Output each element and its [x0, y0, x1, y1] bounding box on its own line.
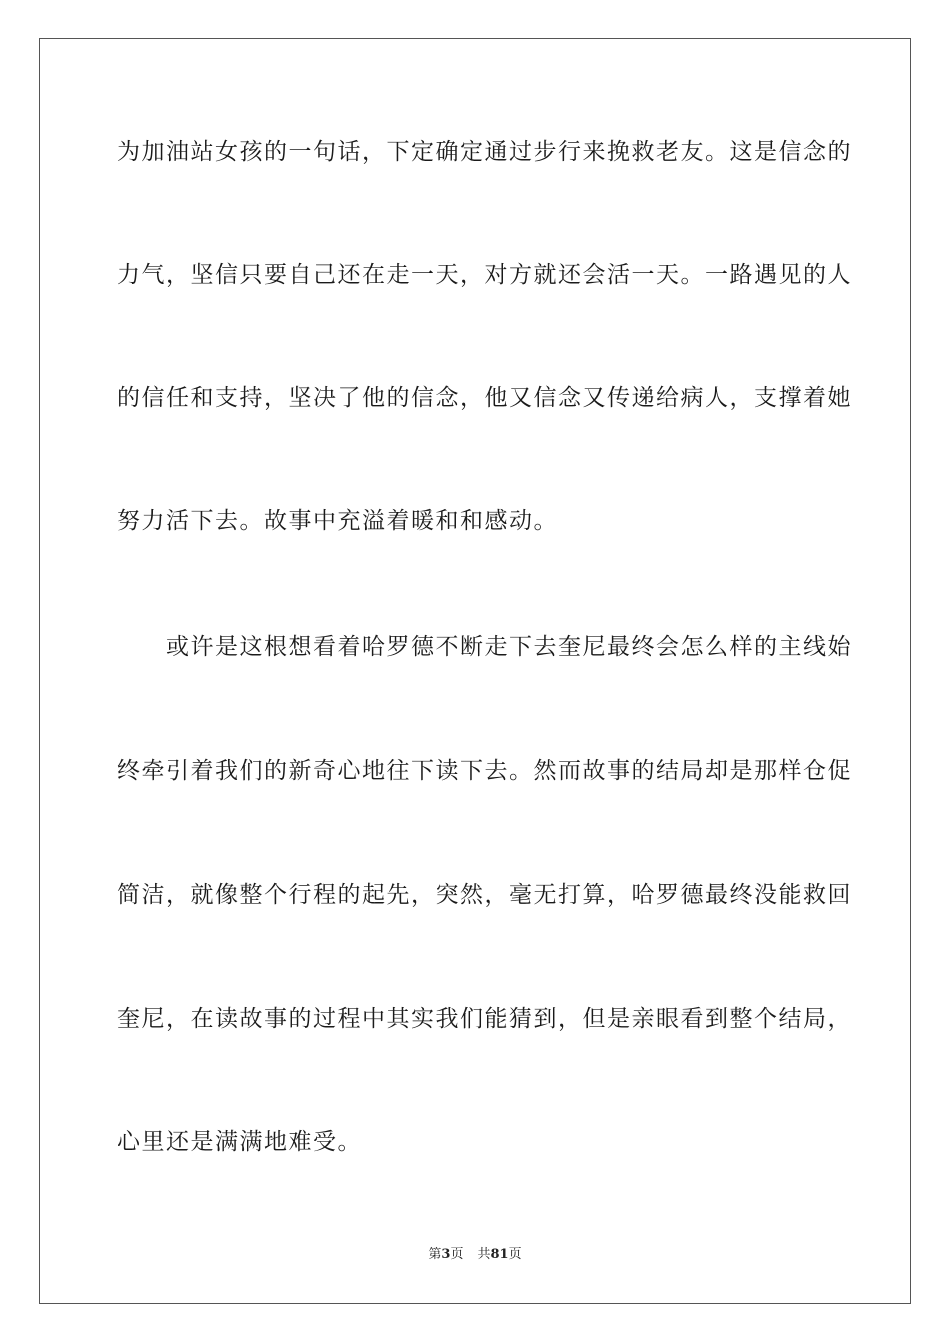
- text-line-3: 的信任和支持，坚决了他的信念，他又信念又传递给病人，支撑着她: [117, 385, 852, 411]
- page-footer: [0, 1246, 950, 1264]
- text-line-8: 奎尼，在读故事的过程中其实我们能猜到，但是亲眼看到整个结局，: [117, 1006, 852, 1032]
- text-line-5: 或许是这根想看着哈罗德不断走下去奎尼最终会怎么样的主线始: [117, 634, 852, 660]
- text-line-9: 心里还是满满地难受。: [117, 1129, 362, 1155]
- footer-page-prefix: 第: [428, 1247, 442, 1262]
- footer-total-suffix: 页: [508, 1247, 522, 1262]
- text-line-6: 终牵引着我们的新奇心地往下读下去。然而故事的结局却是那样仓促: [117, 758, 852, 784]
- text-line-4: 努力活下去。故事中充溢着暖和和感动。: [117, 508, 558, 534]
- page-border: [39, 38, 911, 1304]
- text-line-7: 简洁，就像整个行程的起先，突然，毫无打算，哈罗德最终没能救回: [117, 882, 852, 908]
- text-line-1: 为加油站女孩的一句话，下定确定通过步行来挽救老友。这是信念的: [117, 139, 852, 165]
- footer-total-prefix: 共: [477, 1247, 491, 1262]
- footer-page-suffix: 页: [450, 1247, 464, 1262]
- text-line-2: 力气，坚信只要自己还在走一天，对方就还会活一天。一路遇见的人: [117, 262, 852, 288]
- footer-page-number: 3: [441, 1247, 451, 1262]
- footer-total-pages: 81: [490, 1247, 509, 1262]
